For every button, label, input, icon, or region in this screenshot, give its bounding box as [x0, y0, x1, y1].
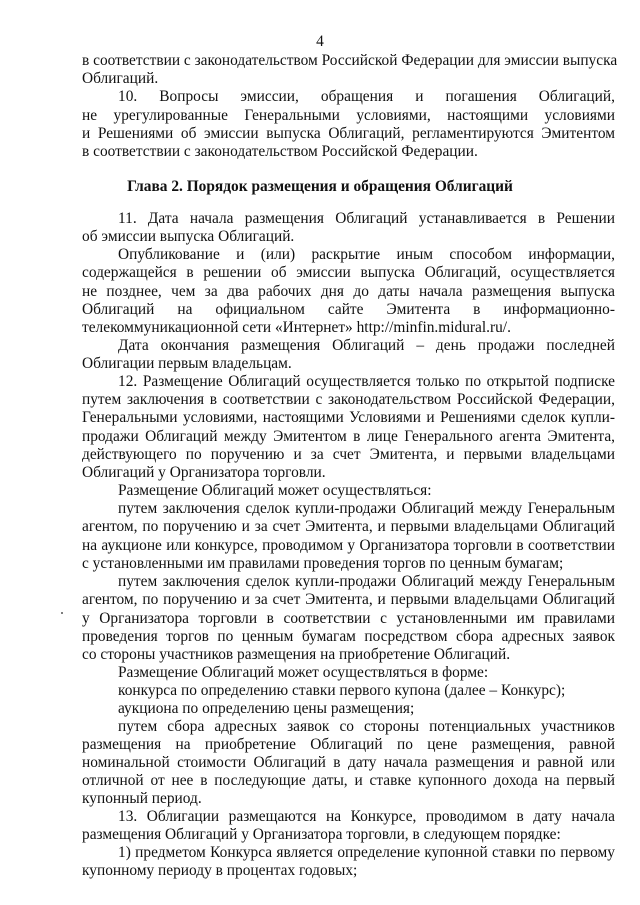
text-line: Генеральными условиями, настоящими Условиями и Решениями сделок купли-: [82, 409, 615, 426]
text-line: путем заключения в соответствии с законодательством Российской Федерации,: [82, 391, 615, 408]
text-line: отличной от нее в последующие даты, и ставке купонного дохода на первый: [82, 772, 615, 789]
text-line: купонный период.: [82, 790, 202, 807]
text-line: содержащейся в решении об эмиссии выпуска Облигаций, осуществляется: [82, 264, 615, 281]
text-line: путем заключения сделок купли-продажи Облигаций между Генеральным: [118, 573, 615, 590]
text-line: у Организатора торговли в соответствии с установленными им правилами: [82, 610, 615, 627]
text-line: купонному периоду в процентах годовых;: [82, 862, 358, 879]
chapter-heading: Глава 2. Порядок размещения и обращения Облигаций: [127, 178, 513, 195]
text-line: Размещение Облигаций может осуществляться в форме:: [118, 664, 489, 681]
text-line: Облигации первым владельцам.: [82, 355, 292, 372]
text-line: 12. Размещение Облигаций осуществляется только по открытой подписке: [118, 373, 615, 390]
text-line: Облигаций.: [82, 70, 159, 87]
page-number: 4: [316, 33, 324, 50]
text-line: 10. Вопросы эмиссии, обращения и погашения Облигаций,: [118, 88, 615, 105]
text-line: продажи Облигаций между Эмитентом в лице Генерального агента Эмитента,: [82, 428, 615, 445]
text-line: 11. Дата начала размещения Облигаций устанавливается в Решении: [118, 210, 615, 227]
text-line: и Решениями об эмиссии выпуска Облигаций, регламентируются Эмитентом: [82, 125, 615, 142]
text-line: аукциона по определению цены размещения;: [118, 700, 415, 717]
text-line: агентом, по поручению и за счет Эмитента, и первыми владельцами Облигаций: [82, 591, 615, 608]
text-line: в соответствии с законодательством Российской Федерации.: [82, 143, 478, 160]
scan-speck: [61, 612, 63, 614]
text-line: на аукционе или конкурсе, проводимом у Организатора торговли в соответствии: [82, 537, 615, 554]
text-line: со стороны участников размещения на приобретение Облигаций.: [82, 646, 511, 663]
text-line: об эмиссии выпуска Облигаций.: [82, 228, 295, 245]
text-line: путем заключения сделок купли-продажи Облигаций между Генеральным: [118, 500, 615, 517]
text-line: путем сбора адресных заявок со стороны потенциальных участников: [118, 718, 615, 735]
text-line: действующего по поручению и за счет Эмитента, и первыми владельцами: [82, 446, 615, 463]
text-line: конкурса по определению ставки первого купона (далее – Конкурс);: [118, 682, 566, 699]
text-line: с установленными им правилами проведения торгов по ценным бумагам;: [82, 555, 564, 572]
text-line: не урегулированные Генеральными условиями, настоящими условиями: [82, 107, 615, 124]
text-line: Облигаций у Организатора торговли.: [82, 464, 326, 481]
text-line: 1) предметом Конкурса является определение купонной ставки по первому: [118, 844, 615, 861]
text-line: размещения Облигаций у Организатора торговли, в следующем порядке:: [82, 826, 561, 843]
text-line: агентом, по поручению и за счет Эмитента, и первыми владельцами Облигаций: [82, 518, 615, 535]
text-line: телекоммуникационной сети «Интернет» http://minfin.midural.ru/.: [82, 319, 511, 336]
text-line: не позднее, чем за два рабочих дня до даты начала размещения выпуска: [82, 283, 615, 300]
text-line: номинальной стоимости Облигаций в дату начала размещения и равной или: [82, 754, 615, 771]
text-line: Дата окончания размещения Облигаций – день продажи последней: [118, 337, 615, 354]
text-line: в соответствии с законодательством Российской Федерации для эмиссии выпуска: [82, 52, 618, 69]
text-line: Размещение Облигаций может осуществляться:: [118, 482, 432, 499]
text-line: Опубликование и (или) раскрытие иным способом информации,: [118, 246, 615, 263]
text-line: Облигаций на официальном сайте Эмитента в информационно-: [82, 301, 615, 318]
text-line: проведения торгов по ценным бумагам посредством сбора адресных заявок: [82, 628, 615, 645]
text-line: размещения на приобретение Облигаций по цене размещения, равной: [82, 736, 615, 753]
text-line: 13. Облигации размещаются на Конкурсе, проводимом в дату начала: [118, 808, 615, 825]
